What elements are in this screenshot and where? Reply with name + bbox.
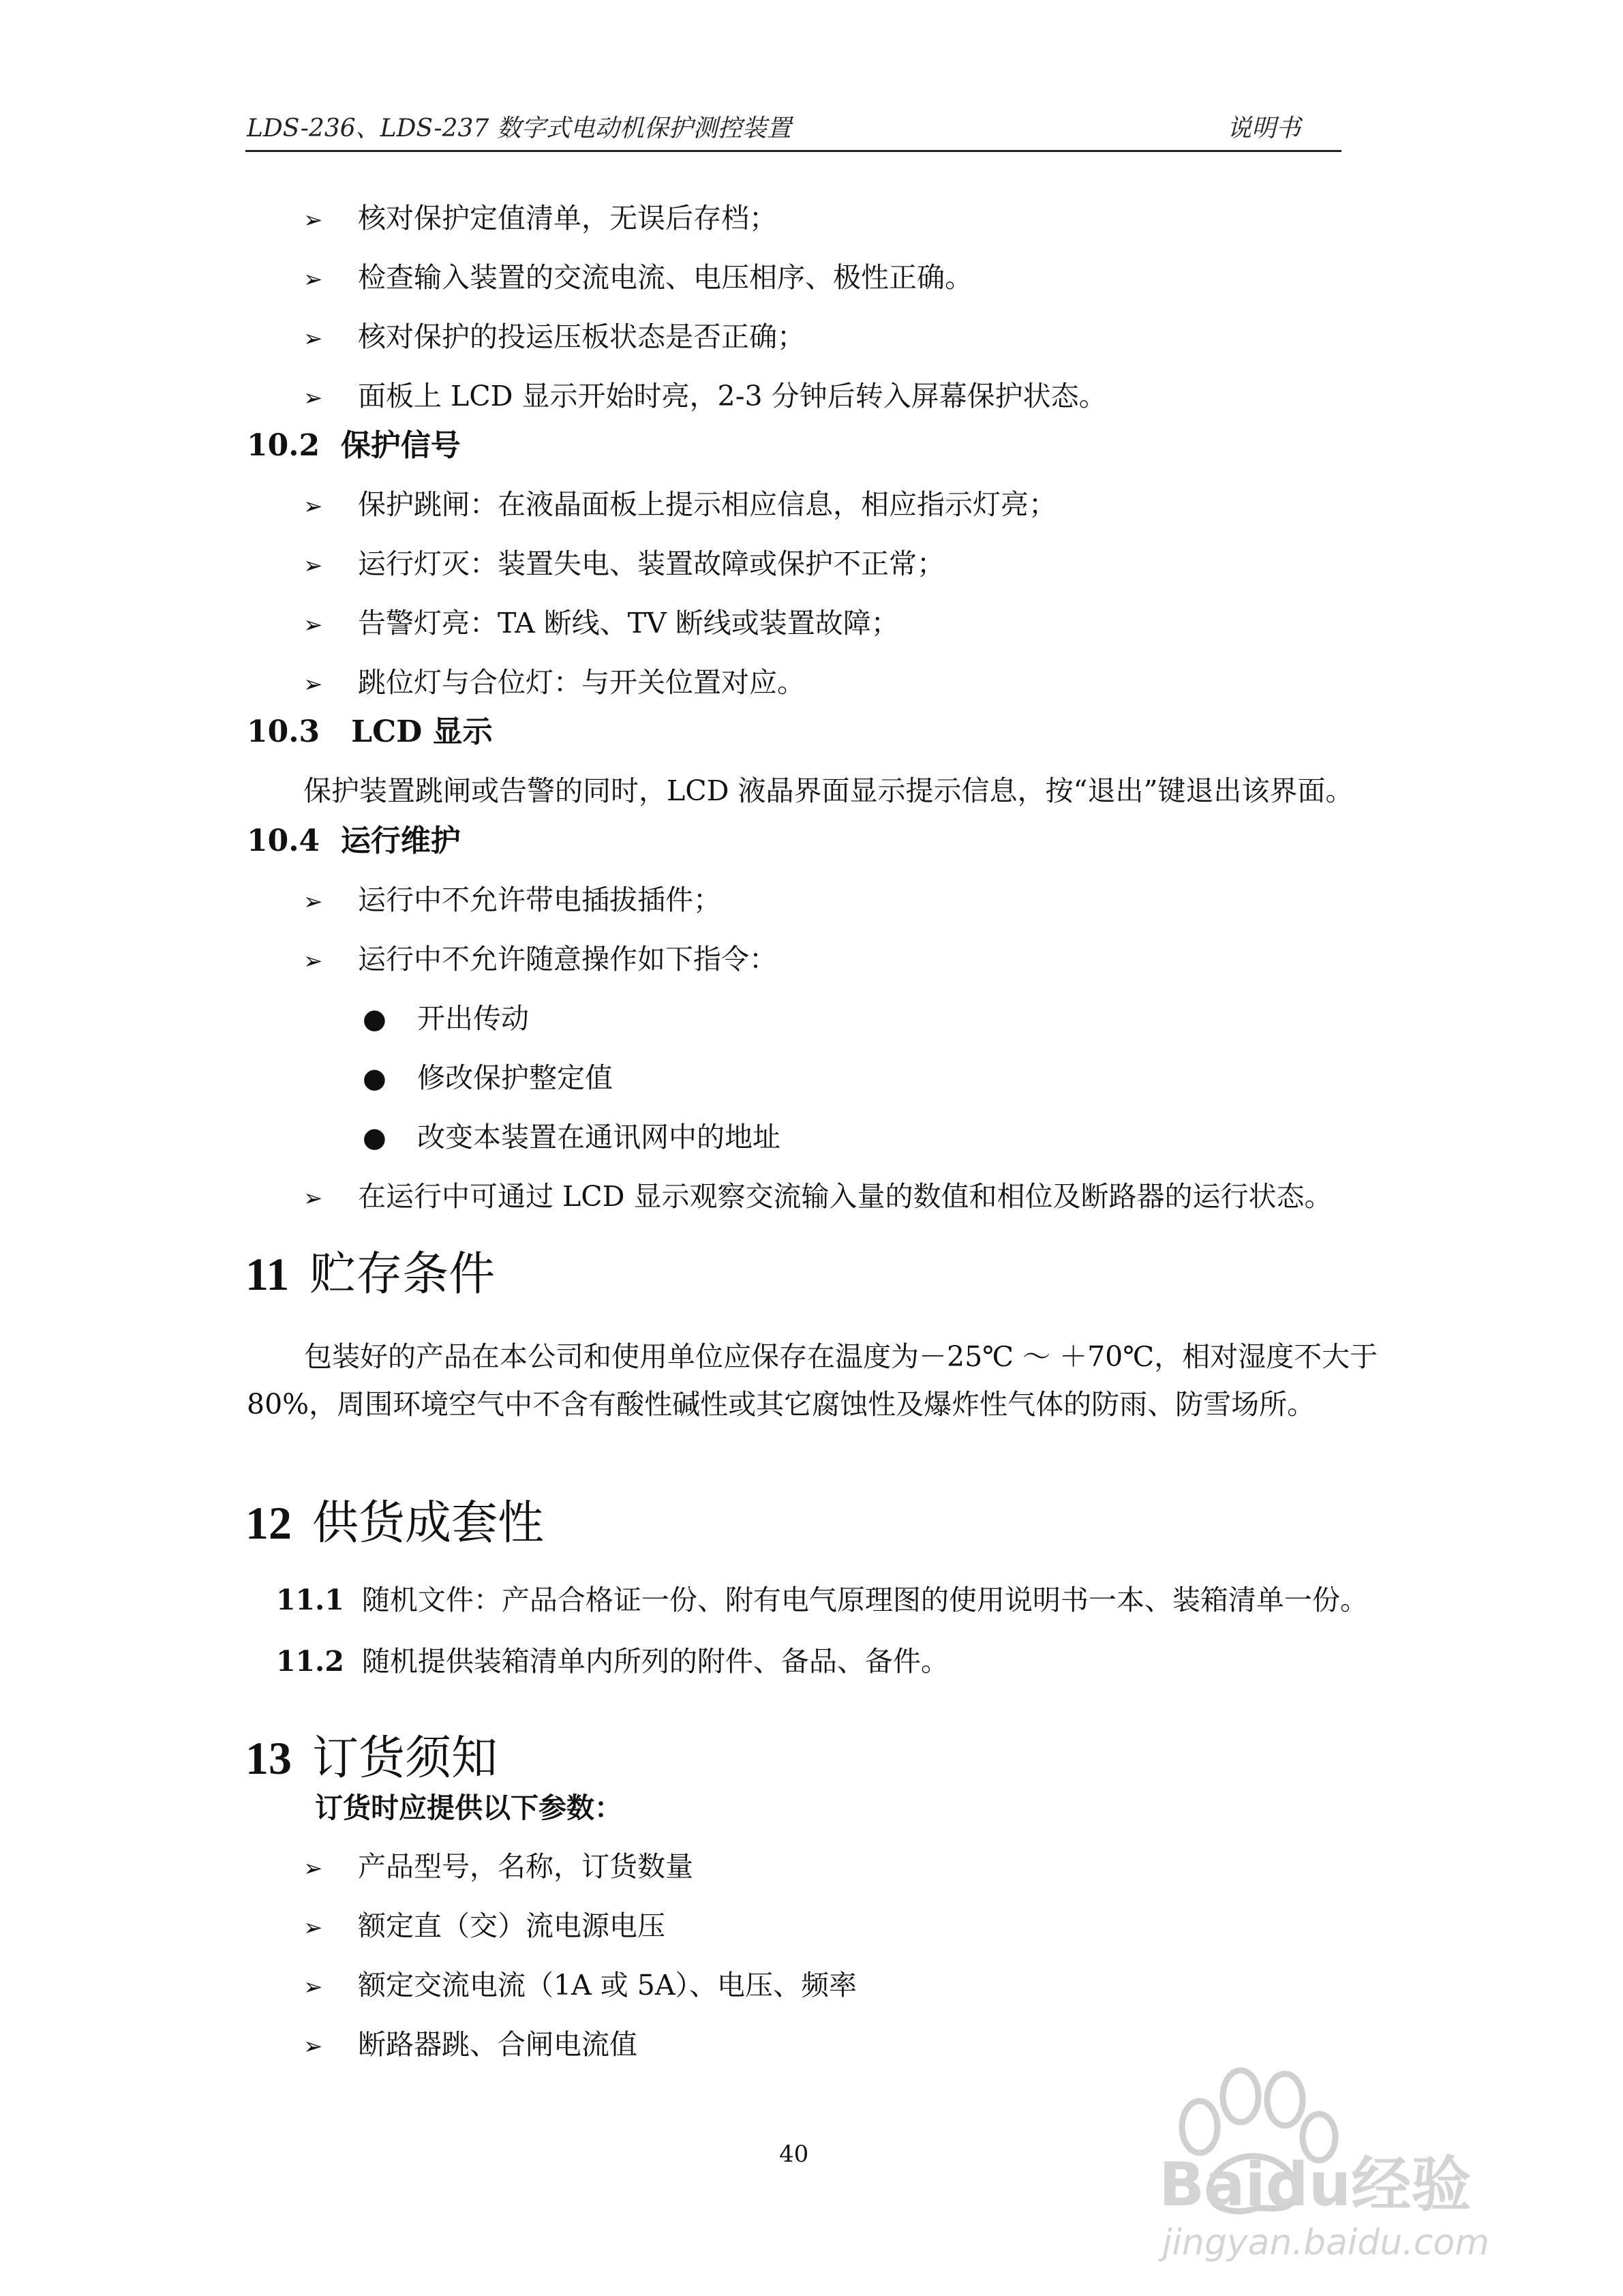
arrow-bullet-icon: ➢ bbox=[303, 552, 323, 579]
arrow-bullet-icon: ➢ bbox=[303, 948, 323, 975]
arrow-bullet-icon: ➢ bbox=[303, 266, 323, 293]
chapter-heading-12: 12 供货成套性 bbox=[245, 1496, 545, 1550]
list-item: ➢ 额定直（交）流电源电压 bbox=[303, 1909, 665, 1942]
list-item: ➢ 产品型号，名称，订货数量 bbox=[303, 1850, 693, 1883]
list-item: ➢ 核对保护的投运压板状态是否正确； bbox=[303, 320, 805, 353]
arrow-bullet-icon: ➢ bbox=[303, 1914, 323, 1942]
list-item: ➢ 运行灯灭：装置失电、装置故障或保护不正常； bbox=[303, 547, 945, 580]
arrow-bullet-icon: ➢ bbox=[303, 611, 323, 639]
chapter-heading-11: 11 贮存条件 bbox=[245, 1248, 496, 1301]
arrow-bullet-icon: ➢ bbox=[303, 207, 323, 234]
header-doc-type: 说明书 bbox=[1227, 115, 1301, 142]
watermark-url: jingyan.baidu.com bbox=[1162, 2222, 1489, 2263]
chapter-intro-13: 订货时应提供以下参数： bbox=[315, 1792, 622, 1824]
section-heading-10-4: 10.4 运行维护 bbox=[247, 824, 461, 858]
list-item: ➢ 在运行中可通过 LCD 显示观察交流输入量的数值和相位及断路器的运行状态。 bbox=[303, 1180, 1333, 1213]
arrow-bullet-icon: ➢ bbox=[303, 1974, 323, 2001]
arrow-bullet-icon: ➢ bbox=[303, 888, 323, 916]
list-item: ➢ 跳位灯与合位灯：与开关位置对应。 bbox=[303, 666, 805, 699]
arrow-bullet-icon: ➢ bbox=[303, 493, 323, 520]
list-item: ➢ 告警灯亮：TA 断线、TV 断线或装置故障； bbox=[303, 607, 899, 639]
arrow-bullet-icon: ➢ bbox=[303, 325, 323, 352]
sub-list-item: ● 开出传动 bbox=[363, 1002, 529, 1035]
page-number: 40 bbox=[779, 2141, 809, 2168]
sub-list-item: ● 改变本装置在通讯网中的地址 bbox=[363, 1121, 780, 1153]
arrow-bullet-icon: ➢ bbox=[303, 1185, 323, 1212]
list-item: ➢ 运行中不允许随意操作如下指令： bbox=[303, 943, 777, 976]
sub-list-item: ● 修改保护整定值 bbox=[363, 1061, 613, 1094]
dot-bullet-icon: ● bbox=[363, 1003, 386, 1035]
header-title: LDS-236、LDS-237 数字式电动机保护测控装置 bbox=[247, 115, 791, 142]
chapter-heading-13: 13 订货须知 bbox=[245, 1732, 498, 1785]
list-item: ➢ 面板上 LCD 显示开始时亮，2-3 分钟后转入屏幕保护状态。 bbox=[303, 380, 1107, 412]
arrow-bullet-icon: ➢ bbox=[303, 2033, 323, 2060]
dot-bullet-icon: ● bbox=[363, 1063, 386, 1094]
list-item: 11.2 随机提供装箱清单内所列的附件、备品、备件。 bbox=[276, 1645, 949, 1678]
section-heading-10-3: 10.3 LCD 显示 bbox=[247, 714, 493, 749]
list-item: ➢ 额定交流电流（1A 或 5A）、电压、频率 bbox=[303, 1969, 857, 2002]
list-item: ➢ 检查输入装置的交流电流、电压相序、极性正确。 bbox=[303, 261, 973, 294]
chapter-text-11: 包装好的产品在本公司和使用单位应保存在温度为－25℃ ～ ＋70℃，相对湿度不大于 80%，周围环境空气中不含有酸性碱性或其它腐蚀性及爆炸性气体的防雨、防雪场所。 bbox=[247, 1340, 1378, 1421]
arrow-bullet-icon: ➢ bbox=[303, 384, 323, 412]
list-item: ➢ 核对保护定值清单，无误后存档； bbox=[303, 202, 777, 235]
list-item: ➢ 断路器跳、合闸电流值 bbox=[303, 2028, 637, 2061]
list-item: ➢ 保护跳闸：在液晶面板上提示相应信息，相应指示灯亮； bbox=[303, 488, 1057, 521]
watermark-brand: Baidu经验 bbox=[1159, 2149, 1472, 2220]
header-rule bbox=[245, 150, 1341, 152]
dot-bullet-icon: ● bbox=[363, 1122, 386, 1153]
arrow-bullet-icon: ➢ bbox=[303, 1855, 323, 1882]
section-text-10-3: 保护装置跳闸或告警的同时，LCD 液晶界面显示提示信息，按“退出”键退出该界面。 bbox=[303, 774, 1354, 807]
section-heading-10-2: 10.2 保护信号 bbox=[247, 428, 461, 463]
arrow-bullet-icon: ➢ bbox=[303, 671, 323, 698]
list-item: 11.1 随机文件：产品合格证一份、附有电气原理图的使用说明书一本、装箱清单一份。 bbox=[276, 1584, 1368, 1616]
list-item: ➢ 运行中不允许带电插拔插件； bbox=[303, 883, 721, 916]
